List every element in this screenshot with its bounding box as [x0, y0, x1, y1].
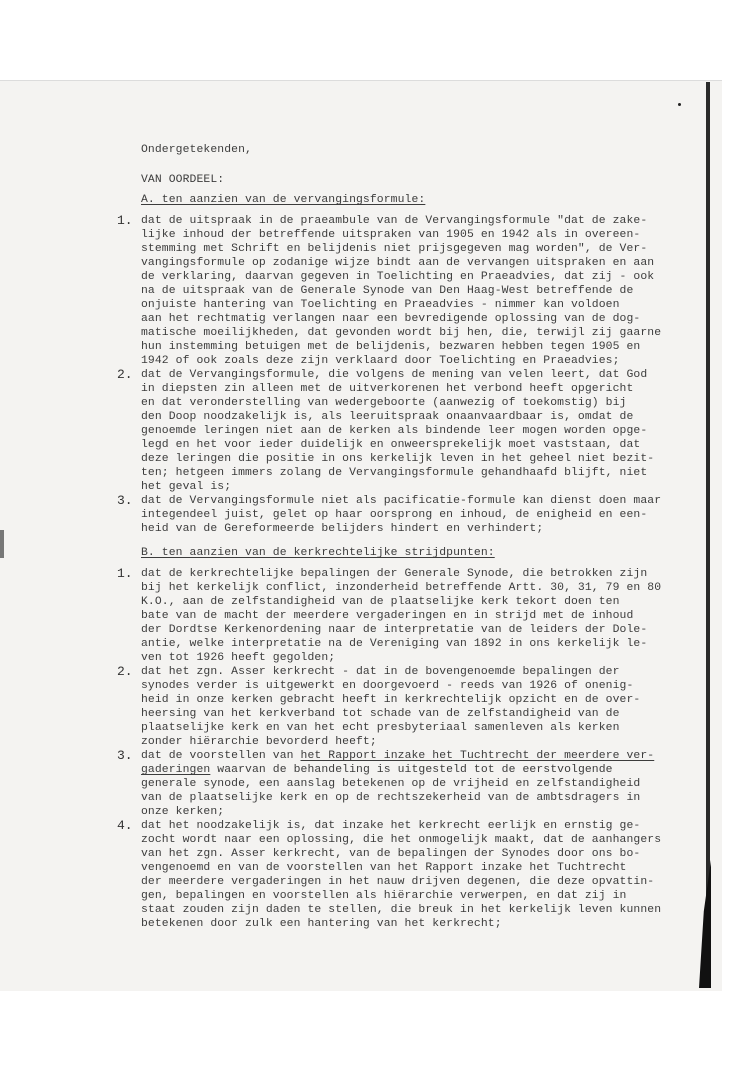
salutation: Ondergetekenden,: [141, 144, 252, 156]
text-line: stemming met Schrift en belijdenis niet prijsgegeven mag worden", de Ver-: [141, 243, 648, 255]
page-right-edge: [706, 82, 710, 988]
item-number: 3.: [117, 748, 133, 763]
text-line: van de plaatselijke kerk en op de rechtszekerheid van de ambtsdragers in: [141, 792, 641, 804]
text-line: bij het kerkelijk conflict, inzonderheid betreffende Artt. 30, 31, 79 en 80: [141, 582, 662, 594]
text-line: den Doop noodzakelijk is, als leeruitspraak onaanvaardbaar is, omdat de: [141, 411, 634, 423]
item-number: 2.: [117, 367, 133, 382]
text-line: onze kerken;: [141, 806, 225, 818]
text-line: generale synode, een aanslag betekenen op de vrijheid en zelfstandigheid: [141, 778, 641, 790]
text-line: ten; hetgeen immers zolang de Vervangingsformule gehandhaafd blijft, niet: [141, 467, 648, 479]
text-line: en dat veronderstelling van wedergeboorte (aanwezig of toekomstig) bij: [141, 397, 627, 409]
rapport-title-underlined: gaderingen: [141, 764, 211, 776]
text-line: integendeel juist, gelet op haar oorsprong en inhoud, de enigheid en een-: [141, 509, 648, 521]
text-line: heid in onze kerken gebracht heeft in kerkrechtelijk opzicht en de over-: [141, 694, 641, 706]
text-line: bate van de macht der meerdere vergaderingen en in strijd met de inhoud: [141, 610, 634, 622]
text-line: plaatselijke kerk en van het echt presbyteriaal samenleven als kerken: [141, 722, 620, 734]
ink-dot: [678, 103, 681, 106]
text-line: 1942 of ook zoals deze zijn verklaard door Toelichting en Praeadvies;: [141, 355, 620, 367]
text-line: de verklaring, daarvan gegeven in Toelichting en Praeadvies, dat zij - ook: [141, 271, 655, 283]
text-line: in diepsten zin alleen met de uitverkorenen het verbond heeft opgericht: [141, 383, 634, 395]
text-line: genoemde leringen niet aan de kerken als bindende leer mogen worden opge-: [141, 425, 648, 437]
text-line: dat de Vervangingsformule niet als pacificatie-formule kan dienst doen maar: [141, 495, 662, 507]
text-line: dat de Vervangingsformule, die volgens de mening van velen leert, dat God: [141, 369, 648, 381]
text-line: [141, 749, 654, 763]
item-number: 1.: [117, 213, 133, 228]
text-line: [141, 763, 613, 777]
text-line: aan het rechtmatig verlangen naar een bevredigende oplossing van de dog-: [141, 313, 641, 325]
section-a-heading: A. ten aanzien van de vervangingsformule:: [141, 194, 426, 206]
item-number: 1.: [117, 566, 133, 581]
text-line: betekenen door zulk een hantering van het kerkrecht;: [141, 918, 502, 930]
text-line: antie, welke interpretatie na de Vereniging van 1892 in ons kerkelijk le-: [141, 638, 648, 650]
text-line: dat het noodzakelijk is, dat inzake het kerkrecht eerlijk en ernstig ge-: [141, 820, 641, 832]
text-line: vengenoemd en van de voorstellen van het Rapport inzake het Tuchtrecht: [141, 862, 627, 874]
item-number: 2.: [117, 664, 133, 679]
section-b-heading: B. ten aanzien van de kerkrechtelijke strijdpunten:: [141, 547, 495, 559]
text-line: lijke inhoud der betreffende uitspraken van 1905 en 1942 als in overeen-: [141, 229, 641, 241]
text-line: der meerdere vergaderingen in het nauw drijven degenen, die deze opvattin-: [141, 876, 655, 888]
text-line: hun instemming betuigen met de belijdenis, bezwaren hebben tegen 1905 en: [141, 341, 641, 353]
rapport-title-underlined: het Rapport inzake het Tuchtrecht der meerdere ver-: [300, 750, 655, 762]
text-line: dat de uitspraak in de praeambule van de Vervangingsformule "dat de zake-: [141, 215, 648, 227]
item-number: 4.: [117, 818, 133, 833]
text-line: matische moeilijkheden, dat gevonden wordt bij hen, die, terwijl zij gaarne: [141, 327, 662, 339]
text-line: heersing van het kerkverband tot schade van de zelfstandigheid van de: [141, 708, 620, 720]
verdict-heading: VAN OORDEEL:: [141, 174, 225, 186]
text-line: staat zouden zijn daden te stellen, die breuk in het kerkelijk leven kunnen: [141, 904, 662, 916]
left-margin-mark: [0, 530, 4, 558]
text-line: ven tot 1926 heeft gegolden;: [141, 652, 336, 664]
text-line: dat het zgn. Asser kerkrecht - dat in de bovengenoemde bepalingen der: [141, 666, 620, 678]
text-line: synodes verder is uitgewerkt en doorgevoerd - reeds van 1926 of onenig-: [141, 680, 634, 692]
text-line: van het zgn. Asser kerkrecht, van de bepalingen der Synodes door ons bo-: [141, 848, 641, 860]
text-line: zonder hiërarchie bevorderd heeft;: [141, 736, 377, 748]
text-line: na de uitspraak van de Generale Synode van Den Haag-West betreffende de: [141, 285, 634, 297]
text-line: gen, bepalingen en voorstellen als hiërarchie verwerpen, en dat zij in: [141, 890, 627, 902]
item-number: 3.: [117, 493, 133, 508]
text-segment: waarvan de behandeling is uitgesteld tot de eerstvolgende: [210, 764, 613, 776]
text-segment: dat de voorstellen van: [141, 750, 301, 762]
text-line: heid van de Gereformeerde belijders hindert en verhindert;: [141, 523, 544, 535]
text-line: vangingsformule op zodanige wijze bindt aan de vervangen uitspraken en aan: [141, 257, 655, 269]
text-line: K.O., aan de zelfstandigheid van de plaatselijke kerk tekort doen ten: [141, 596, 620, 608]
text-line: deze leringen die positie in ons kerkelijk leven in het geheel niet bezit-: [141, 453, 655, 465]
text-line: zocht wordt naar een oplossing, die het onmogelijk maakt, dat de aanhangers: [141, 834, 662, 846]
text-line: legd en het voor ieder duidelijk en onweersprekelijk moet vaststaan, dat: [141, 439, 641, 451]
text-line: dat de kerkrechtelijke bepalingen der Generale Synode, die betrokken zijn: [141, 568, 648, 580]
text-line: het geval is;: [141, 481, 232, 493]
text-line: der Dordtse Kerkenordening naar de interpretatie van de leiders der Dole-: [141, 624, 648, 636]
text-line: onjuiste hantering van Toelichting en Praeadvies - nimmer kan voldoen: [141, 299, 620, 311]
